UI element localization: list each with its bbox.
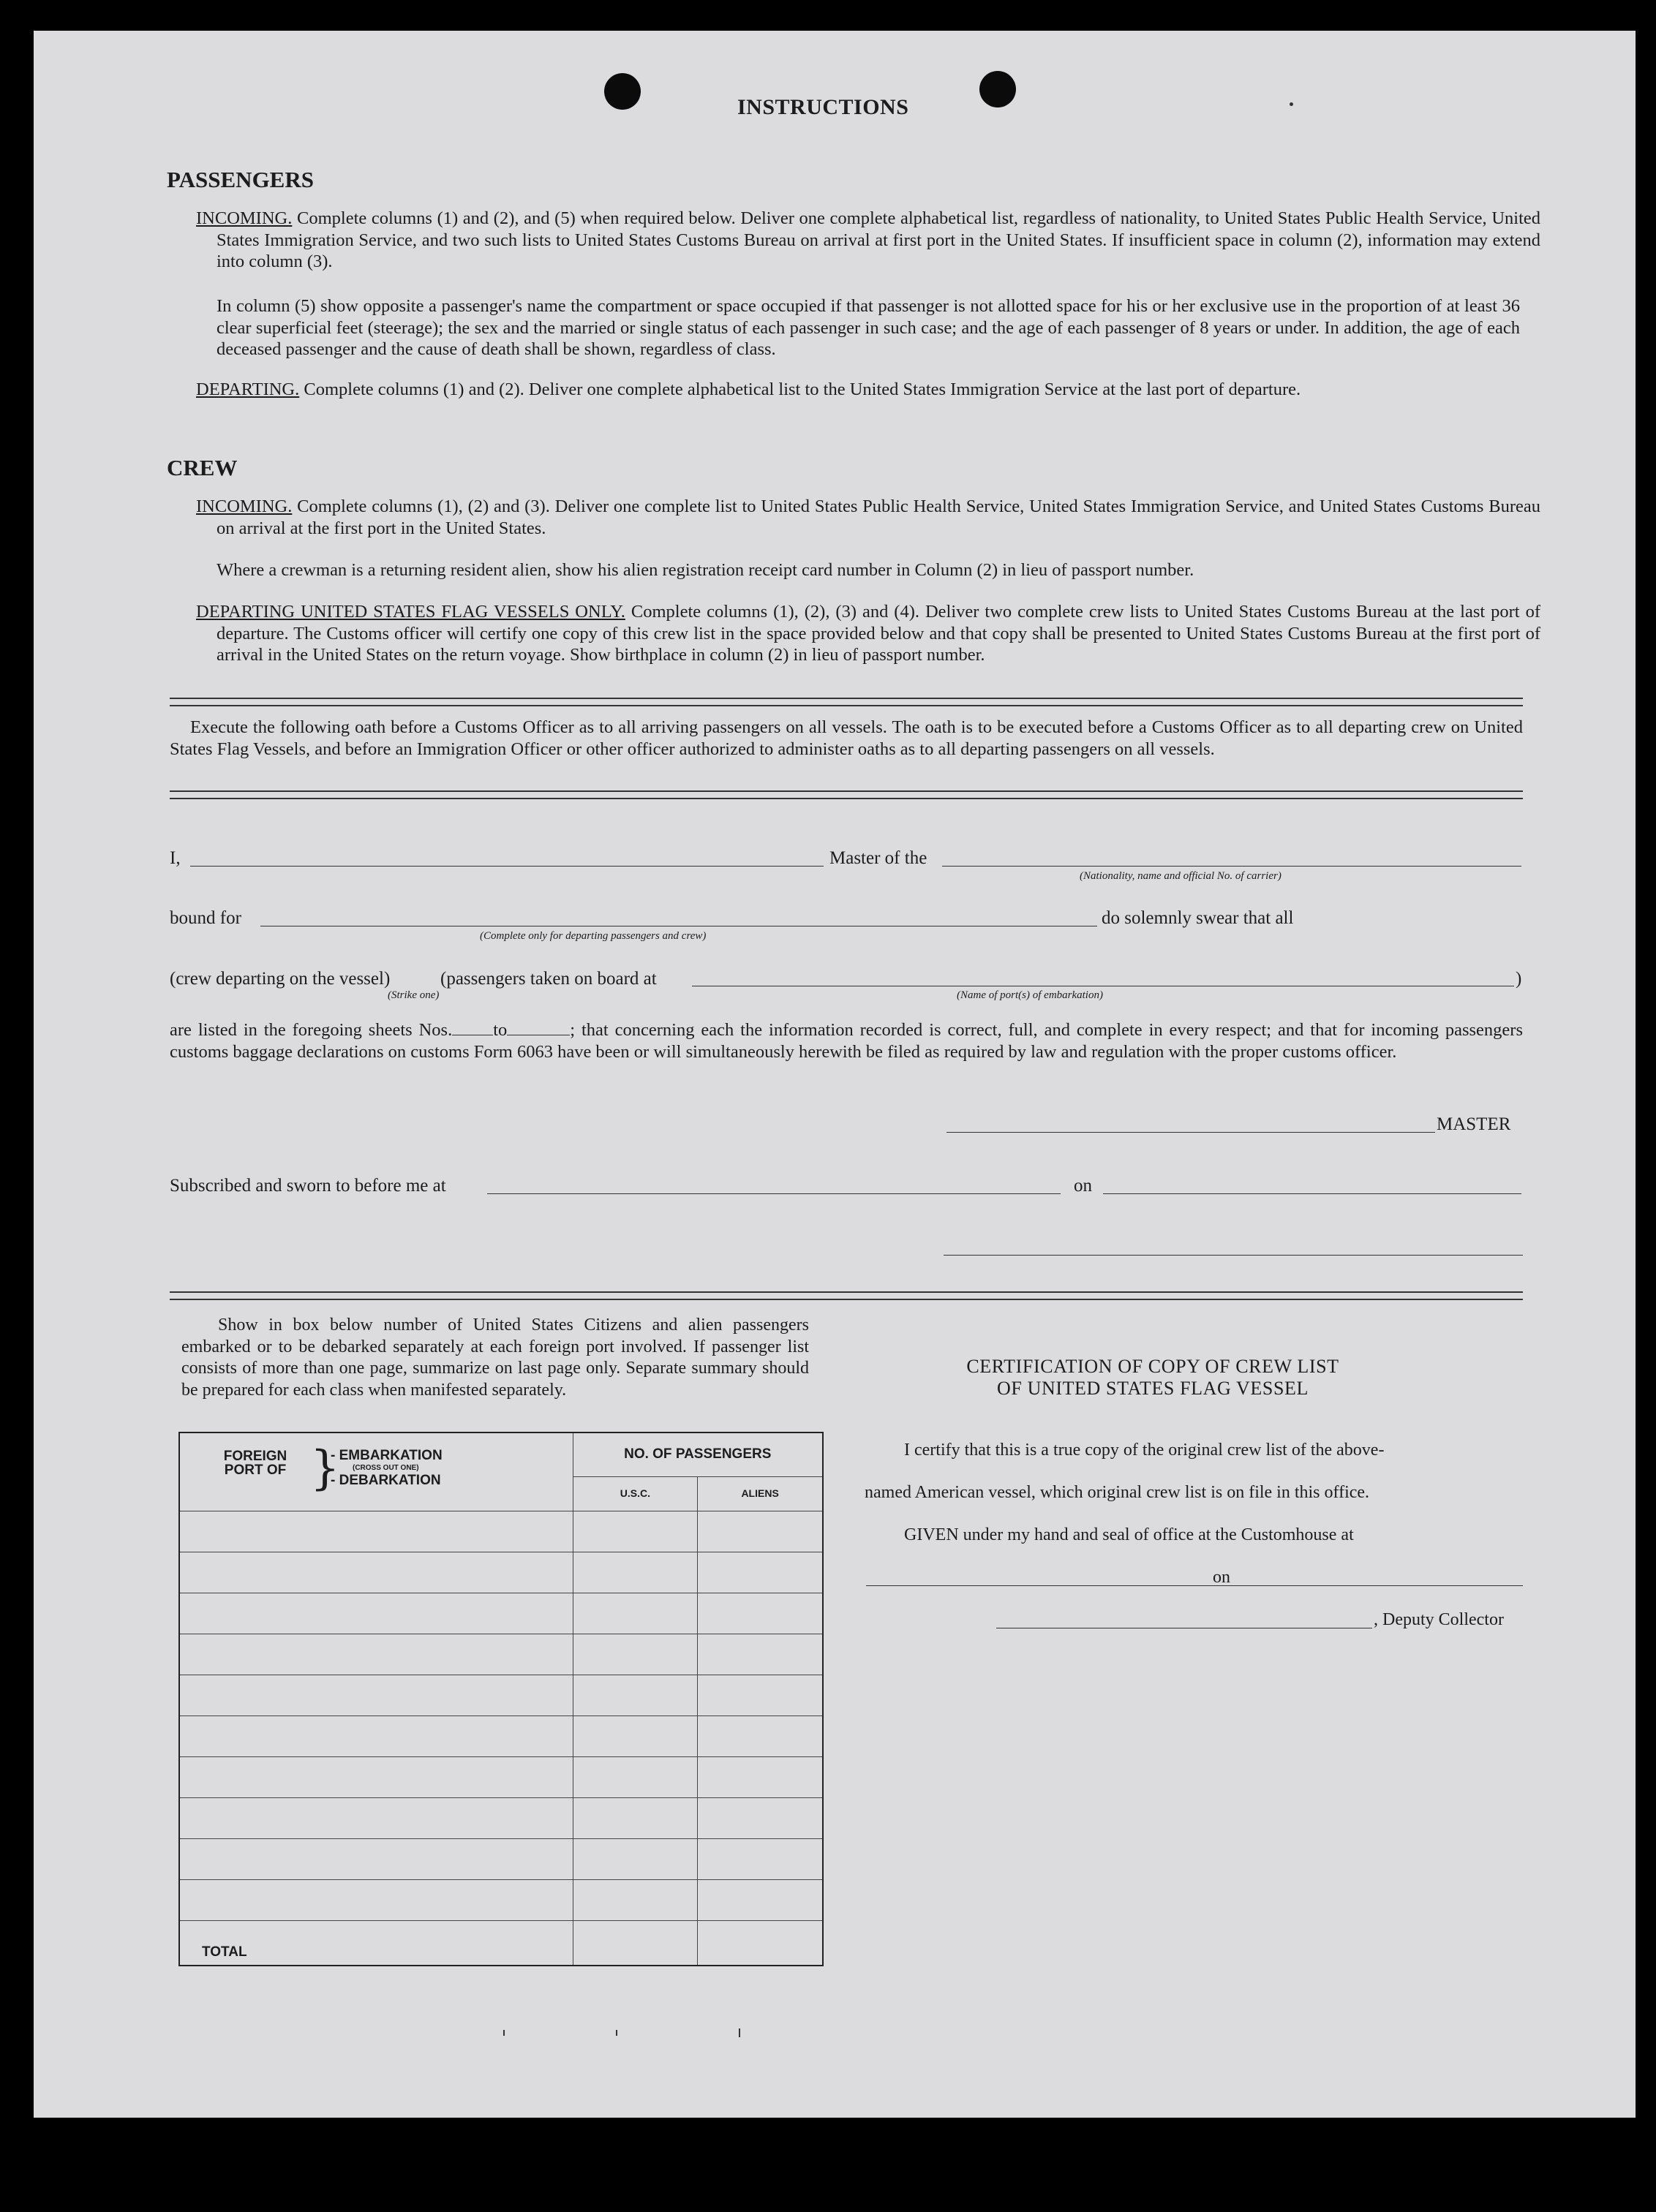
- aliens-header-cell: [698, 1476, 823, 1511]
- listed-text: are listed in the foregoing sheets Nos.: [170, 1020, 453, 1040]
- table-row: [179, 1839, 823, 1880]
- brace-icon: }: [310, 1441, 340, 1495]
- master-of-the-label: Master of the: [829, 848, 927, 868]
- master-label: MASTER: [1437, 1114, 1511, 1134]
- usc-cell[interactable]: [573, 1880, 698, 1921]
- usc-cell[interactable]: [573, 1593, 698, 1634]
- punch-hole-left: [604, 73, 641, 110]
- passengers-taken-option[interactable]: (passengers taken on board at: [440, 969, 657, 989]
- aliens-label: ALIENS: [741, 1487, 779, 1499]
- sheet-from-field[interactable]: [452, 1020, 493, 1035]
- port-cell[interactable]: [179, 1839, 573, 1880]
- usc-header-cell: [573, 1476, 698, 1511]
- bound-for-label: bound for: [170, 908, 241, 928]
- table-row: [179, 1552, 823, 1593]
- total-aliens-cell[interactable]: [698, 1921, 823, 1966]
- carrier-field[interactable]: [942, 866, 1521, 867]
- crew-departing-label: DEPARTING UNITED STATES FLAG VESSELS ONLY.: [196, 602, 625, 622]
- embarkation-label: - EMBARKATION: [331, 1448, 443, 1463]
- deputy-collector-label: , Deputy Collector: [1374, 1610, 1504, 1629]
- ports-caption: (Name of port(s) of embarkation): [957, 989, 1103, 1001]
- aliens-cell[interactable]: [698, 1634, 823, 1675]
- crew-incoming-text: Complete columns (1), (2) and (3). Deliver one complete list to United States Public Health Service, United States Immigration Service, and United States Customs Bureau on arrival at the first port in the United States.: [217, 497, 1540, 538]
- total-label: TOTAL: [202, 1944, 247, 1960]
- usc-cell[interactable]: [573, 1634, 698, 1675]
- port-cell[interactable]: [179, 1716, 573, 1757]
- passengers-heading: PASSENGERS: [167, 167, 314, 192]
- table-row: [179, 1716, 823, 1757]
- oath-instruction: Execute the following oath before a Customs Officer as to all arriving passengers on all vessels. The oath is to be executed before a Customs Officer as to all departing crew on United States Flag Vessels, and before an Immigration Officer or other officer authorized to administer oaths as to all departing passengers on all vessels.: [170, 717, 1523, 759]
- usc-cell[interactable]: [573, 1757, 698, 1798]
- port-cell[interactable]: [179, 1675, 573, 1716]
- certify-line1: I certify that this is a true copy of the original crew list of the above-: [904, 1441, 1385, 1460]
- tick-mark: [503, 2030, 505, 2036]
- divider-rule-1: [170, 698, 1523, 706]
- port-cell[interactable]: [179, 1634, 573, 1675]
- usc-cell[interactable]: [573, 1716, 698, 1757]
- port-header-cell: [179, 1432, 573, 1511]
- speck: [1290, 102, 1293, 106]
- crew-incoming-paragraph: [196, 496, 1540, 539]
- passengers-departing-label: DEPARTING.: [196, 380, 300, 399]
- subscribed-label: Subscribed and sworn to before me at: [170, 1176, 446, 1196]
- table-row: [179, 1798, 823, 1839]
- certification-title-line1: CERTIFICATION OF COPY OF CREW LIST: [966, 1356, 1339, 1377]
- aliens-cell[interactable]: [698, 1675, 823, 1716]
- passengers-column5-paragraph: In column (5) show opposite a passenger's name the compartment or space occupied if that passenger is not allotted space for his or her exclusive use in the proportion of at least 36 clear superficial feet (steerage); the sex and the married or single status of each passenger in such case; and the age of each passenger of 8 years or under. In addition, the age of each deceased passenger and the cause of death shall be shown, regardless of class.: [217, 296, 1520, 359]
- crew-resident-paragraph: Where a crewman is a returning resident alien, show his alien registration receipt card number in Column (2) in lieu of passport number.: [217, 560, 1194, 580]
- passengers-incoming-paragraph: [196, 208, 1540, 273]
- customhouse-field[interactable]: [866, 1585, 1242, 1586]
- crew-incoming-label: INCOMING.: [196, 497, 293, 516]
- passenger-summary-table: [178, 1432, 824, 1966]
- sworn-date-field[interactable]: [1103, 1193, 1521, 1194]
- officer-signature-field[interactable]: [944, 1255, 1523, 1256]
- divider-rule-3: [170, 1291, 1523, 1300]
- port-cell[interactable]: [179, 1880, 573, 1921]
- table-row: [179, 1634, 823, 1675]
- listed-rest: ; that concerning each the information recorded is correct, full, and complete in every respect; and that for incoming passengers customs baggage declarations on customs Form 6063 have been or will simultaneously herewith be filed as required by law and regulation with the proper customs officer.: [170, 1020, 1523, 1062]
- sworn-on-label: on: [1074, 1176, 1092, 1196]
- summary-header-row: [179, 1432, 823, 1476]
- usc-cell[interactable]: [573, 1839, 698, 1880]
- oath-i-label: I,: [170, 848, 181, 868]
- debarkation-label: - DEBARKATION: [331, 1473, 441, 1488]
- aliens-cell[interactable]: [698, 1880, 823, 1921]
- passengers-departing-text: Complete columns (1) and (2). Deliver one complete alphabetical list to the United States Immigration Service at the last port of departure.: [304, 380, 1301, 399]
- tick-mark: [739, 2028, 740, 2037]
- usc-cell[interactable]: [573, 1798, 698, 1839]
- port-cell[interactable]: [179, 1757, 573, 1798]
- crew-departing-paragraph: [196, 601, 1540, 666]
- bound-for-caption: (Complete only for departing passengers and crew): [480, 930, 707, 942]
- summary-instructions: Show in box below number of United States Citizens and alien passengers embarked or to be debarked separately at each foreign port involved. If passenger list consists of more than one page, summarize on last page only. Separate summary should be prepared for each class when manifested separately.: [181, 1316, 809, 1400]
- usc-cell[interactable]: [573, 1552, 698, 1593]
- port-cell[interactable]: [179, 1511, 573, 1552]
- port-cell[interactable]: [179, 1798, 573, 1839]
- aliens-cell[interactable]: [698, 1757, 823, 1798]
- table-row: [179, 1593, 823, 1634]
- aliens-cell[interactable]: [698, 1798, 823, 1839]
- divider-rule-2: [170, 790, 1523, 799]
- aliens-cell[interactable]: [698, 1593, 823, 1634]
- swear-label: do solemnly swear that all: [1102, 908, 1294, 928]
- usc-cell[interactable]: [573, 1511, 698, 1552]
- crew-departing-option[interactable]: (crew departing on the vessel): [170, 969, 391, 989]
- table-row: [179, 1511, 823, 1552]
- aliens-cell[interactable]: [698, 1716, 823, 1757]
- carrier-caption: (Nationality, name and official No. of carrier): [1080, 870, 1281, 882]
- total-label-cell: [179, 1921, 573, 1966]
- crew-heading: CREW: [167, 455, 238, 480]
- aliens-cell[interactable]: [698, 1511, 823, 1552]
- certify-line3: GIVEN under my hand and seal of office at the Customhouse at: [904, 1525, 1354, 1544]
- sheet-to-field[interactable]: [507, 1020, 570, 1035]
- tick-mark: [616, 2030, 617, 2036]
- certification-title-line2: OF UNITED STATES FLAG VESSEL: [997, 1378, 1309, 1399]
- certification-on-label: on: [1213, 1568, 1230, 1587]
- form-sheet: [34, 31, 1636, 2118]
- sworn-place-field[interactable]: [487, 1193, 1061, 1194]
- port-cell[interactable]: [179, 1552, 573, 1593]
- passengers-incoming-label: INCOMING.: [196, 208, 293, 228]
- usc-cell[interactable]: [573, 1675, 698, 1716]
- punch-hole-right: [979, 71, 1016, 107]
- certification-title: [882, 1356, 1423, 1400]
- cross-out-label: (CROSS OUT ONE): [353, 1464, 419, 1472]
- crew-departing-text: Complete columns (1), (2), (3) and (4). Deliver two complete crew lists to United States Customs Bureau at the last port of departure. The Customs officer will certify one copy of this crew list in the space provided below and that copy shall be presented to United States Customs Bureau at the first port of arrival in the United States on the return voyage. Show birthplace in column (2) in lieu of passport number.: [217, 602, 1540, 665]
- to-label: to: [493, 1020, 508, 1040]
- passengers-departing-paragraph: [196, 379, 1540, 401]
- no-passengers-header-cell: [573, 1432, 823, 1476]
- master-signature-field[interactable]: [946, 1132, 1435, 1133]
- total-row: [179, 1921, 823, 1966]
- oath-listed-paragraph: [170, 1019, 1523, 1062]
- certification-date-field[interactable]: [1242, 1585, 1523, 1586]
- instructions-title: INSTRUCTIONS: [737, 95, 909, 119]
- total-usc-cell[interactable]: [573, 1921, 698, 1966]
- close-paren: ): [1516, 969, 1522, 989]
- strike-one-caption: (Strike one): [388, 989, 440, 1001]
- certify-line2: named American vessel, which original crew list is on file in this office.: [865, 1483, 1370, 1502]
- table-row: [179, 1675, 823, 1716]
- usc-label: U.S.C.: [620, 1487, 650, 1499]
- passengers-incoming-text: Complete columns (1) and (2), and (5) when required below. Deliver one complete alphabetical list, regardless of nationality, to United States Public Health Service, United States Immigration Service, and two such lists to United States Customs Bureau on arrival at first port in the United States. If insufficient space in column (2), information may extend into column (3).: [217, 208, 1541, 271]
- aliens-cell[interactable]: [698, 1552, 823, 1593]
- no-passengers-label: NO. OF PASSENGERS: [624, 1446, 772, 1462]
- foreign-port-label: FOREIGN PORT OF: [223, 1449, 287, 1478]
- table-row: [179, 1757, 823, 1798]
- master-name-field[interactable]: [190, 866, 824, 867]
- port-cell[interactable]: [179, 1593, 573, 1634]
- table-row: [179, 1880, 823, 1921]
- aliens-cell[interactable]: [698, 1839, 823, 1880]
